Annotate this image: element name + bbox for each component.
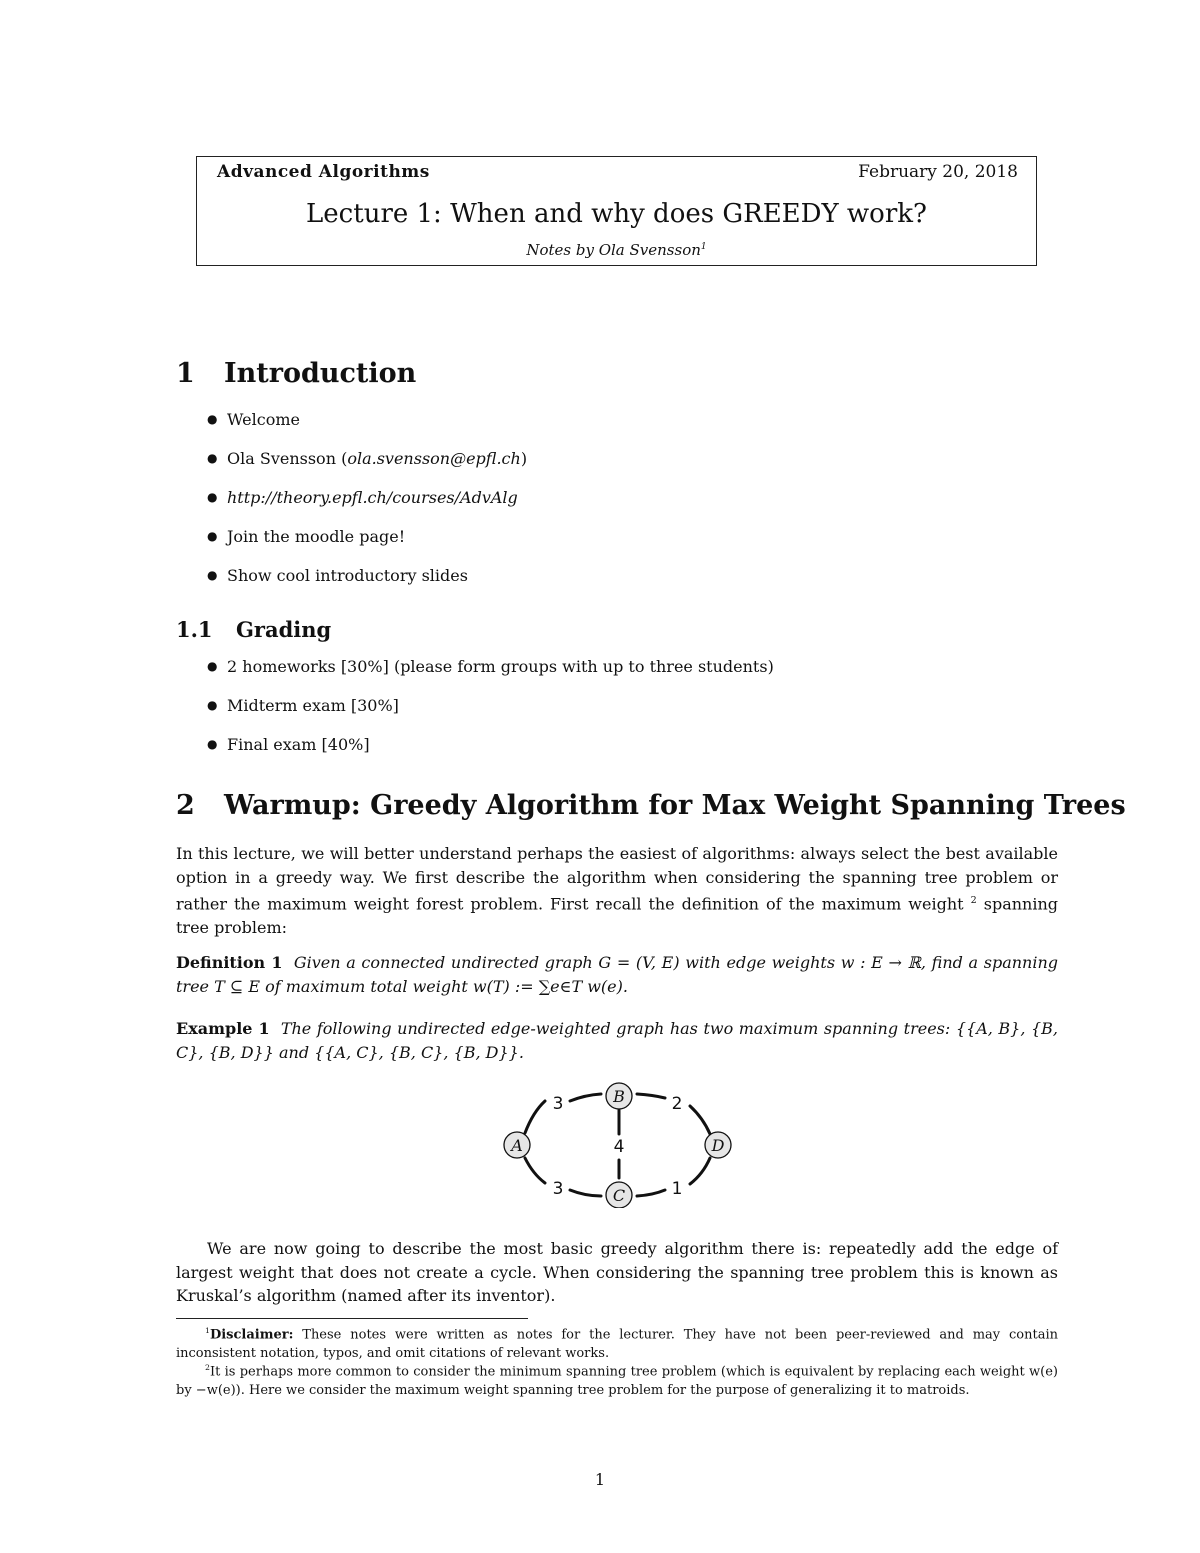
paragraph-text: In this lecture, we will better understand perhaps the easiest of algorithms: always select the best available option in a greedy way. We first describe the algorithm when considering the spanning tree problem or rather the maximum weight forest problem. First recall the definition of the maximum weight [176, 844, 1058, 914]
graph-edge-a-c-lower [570, 1190, 601, 1196]
list-item [207, 696, 399, 715]
graph-edge-a-b-upper [570, 1094, 601, 1101]
graph-edge-a-b [525, 1101, 545, 1133]
bullet-icon: ● [207, 529, 218, 543]
graph-edge-c-d-upper [690, 1158, 710, 1184]
list-item-text: Join the moodle page! [227, 527, 406, 546]
footnote-mark: 2 [970, 895, 977, 906]
spanning-tree-graph [495, 1078, 745, 1208]
graph-edge-b-d [637, 1094, 665, 1098]
footnote-divider [176, 1318, 528, 1319]
section-number: 1 [176, 358, 195, 389]
bullet-icon: ● [207, 737, 218, 751]
course-url-link[interactable]: http://theory.epfl.ch/courses/AdvAlg [227, 488, 518, 507]
subsection-number: 1.1 [176, 617, 213, 642]
lecture-date: February 20, 2018 [858, 162, 1018, 182]
footnote-text: It is perhaps more common to consider the minimum spanning tree problem (which is equivalent by replacing each weight w(e) by −w(e)). Here we consider the maximum weight spanning tree problem for the purpose of generalizing it to matroids. [176, 1364, 1058, 1398]
example-label: Example 1 [176, 1019, 270, 1038]
list-item [207, 410, 300, 429]
node-label-c: C [612, 1186, 626, 1205]
list-item-text: Welcome [227, 410, 300, 429]
paragraph-text: spanning tree problem: [176, 894, 1059, 937]
footnote-2 [176, 1359, 1058, 1400]
kruskal-paragraph: We are now going to describe the most basic greedy algorithm there is: repeatedly add the edge of largest weight that does not create a cycle. When considering the spanning tree problem this is known as Kruskal’s algorithm (named after its inventor). [176, 1239, 1058, 1305]
footnote-mark: 1 [205, 1326, 210, 1335]
bullet-icon: ● [207, 568, 218, 582]
intro-paragraph [176, 842, 1058, 939]
edge-weight-b-c: 4 [613, 1137, 625, 1157]
subsection-title: Grading [236, 617, 332, 642]
email-link[interactable]: ola.svensson@epfl.ch [347, 449, 521, 468]
bullet-icon: ● [207, 659, 218, 673]
list-item-text: Final exam [40%] [227, 735, 370, 754]
list-item-text: Midterm exam [30%] [227, 696, 399, 715]
notes-author-text: Notes by Ola Svensson [526, 241, 701, 259]
edge-weight-c-d: 1 [671, 1179, 683, 1199]
section-title: Introduction [224, 358, 417, 389]
bullet-icon: ● [207, 451, 218, 465]
list-item [207, 735, 370, 754]
list-item [207, 566, 468, 585]
list-item [207, 449, 527, 468]
lecture-title: Lecture 1: When and why does GREEDY work? [306, 199, 927, 229]
page-number: 1 [594, 1470, 606, 1489]
list-item-text: 2 homeworks [30%] (please form groups with up to three students) [227, 657, 774, 676]
bullet-icon: ● [207, 698, 218, 712]
list-item-text: Ola Svensson ( [227, 449, 348, 468]
graph-edge-c-d [637, 1190, 665, 1196]
node-label-b: B [613, 1087, 625, 1106]
section-number: 2 [176, 790, 195, 821]
list-item-text: ) [520, 449, 528, 468]
list-item [207, 657, 774, 676]
example-text: The following undirected edge-weighted graph has two maximum spanning trees: {{A, B}, {B, C}, {B, D}} and {{A, C}, {B, C}, {B, D}}. [176, 1019, 1059, 1062]
definition-label: Definition 1 [176, 953, 283, 972]
definition-text: Given a connected undirected graph G = (V, E) with edge weights w : E → ℝ, find a spanning tree T ⊆ E of maximum total weight w(T) := ∑e∈T w(e). [176, 953, 1059, 996]
section-heading-introduction [176, 358, 416, 389]
edge-weight-a-b: 3 [552, 1094, 564, 1114]
footnote-mark: 2 [205, 1363, 210, 1372]
bullet-icon: ● [207, 490, 218, 504]
node-label-d: D [711, 1136, 725, 1155]
list-item-text: Show cool introductory slides [227, 566, 468, 585]
footnote-1 [176, 1322, 1058, 1363]
bullet-icon: ● [207, 412, 218, 426]
subsection-heading-grading [176, 617, 331, 642]
footnote-text: These notes were written as notes for the lecturer. They have not been peer-reviewed and may contain inconsistent notation, typos, and omit citations of relevant works. [176, 1327, 1058, 1361]
section-heading-warmup [176, 790, 1126, 821]
section-title: Warmup: Greedy Algorithm for Max Weight Spanning Trees [224, 790, 1126, 821]
lecture-header-box [196, 156, 1037, 266]
list-item [207, 527, 405, 546]
footnote-mark: 1 [700, 242, 707, 252]
definition-block [176, 951, 1058, 998]
node-label-a: A [511, 1136, 523, 1155]
example-block [176, 1017, 1058, 1064]
edge-weight-b-d: 2 [671, 1094, 683, 1114]
graph-edge-b-d-lower [690, 1106, 710, 1134]
edge-weight-a-c: 3 [552, 1179, 564, 1199]
list-item [207, 488, 518, 507]
course-name: Advanced Algorithms [217, 162, 430, 182]
notes-author [197, 241, 1036, 259]
footnote-label: Disclaimer: [209, 1327, 294, 1343]
graph-edge-a-c [525, 1158, 545, 1183]
